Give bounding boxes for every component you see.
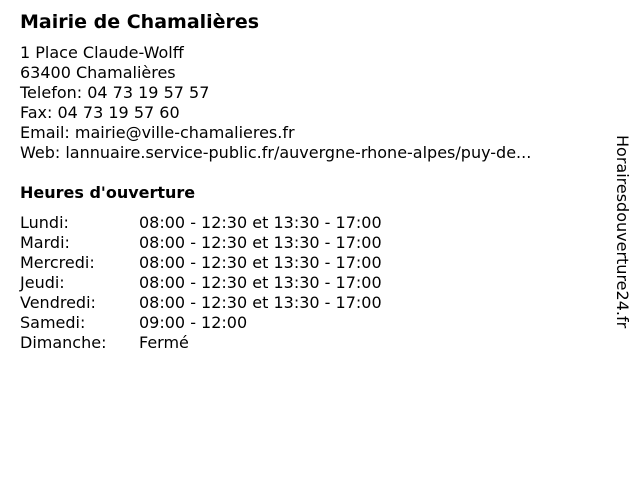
day-label: Jeudi: <box>20 273 65 292</box>
city-line: 63400 Chamalières <box>20 63 176 82</box>
time-value: 08:00 - 12:30 et 13:30 - 17:00 <box>139 213 382 232</box>
day-label: Dimanche: <box>20 333 107 352</box>
day-label: Lundi: <box>20 213 69 232</box>
time-value: Fermé <box>139 333 189 352</box>
address-block <box>20 43 531 163</box>
street-line: 1 Place Claude-Wolff <box>20 43 184 62</box>
fax-line: Fax: 04 73 19 57 60 <box>20 103 180 122</box>
time-value: 08:00 - 12:30 et 13:30 - 17:00 <box>139 293 382 312</box>
time-value: 08:00 - 12:30 et 13:30 - 17:00 <box>139 253 382 272</box>
page-title: Mairie de Chamalières <box>20 11 260 33</box>
time-value: 08:00 - 12:30 et 13:30 - 17:00 <box>139 233 382 252</box>
hours-heading: Heures d'ouverture <box>20 183 196 202</box>
site-watermark: Horairesdouverture24.fr <box>613 135 632 329</box>
day-label: Samedi: <box>20 313 86 332</box>
time-value: 09:00 - 12:00 <box>139 313 248 332</box>
day-label: Vendredi: <box>20 293 96 312</box>
web-line[interactable]: Web: lannuaire.service-public.fr/auvergne-rhone-alpes/puy-de... <box>20 143 532 162</box>
email-line[interactable]: Email: mairie@ville-chamalieres.fr <box>20 123 295 142</box>
phone-line[interactable]: Telefon: 04 73 19 57 57 <box>20 83 210 102</box>
time-value: 08:00 - 12:30 et 13:30 - 17:00 <box>139 273 382 292</box>
day-label: Mardi: <box>20 233 70 252</box>
day-label: Mercredi: <box>20 253 95 272</box>
